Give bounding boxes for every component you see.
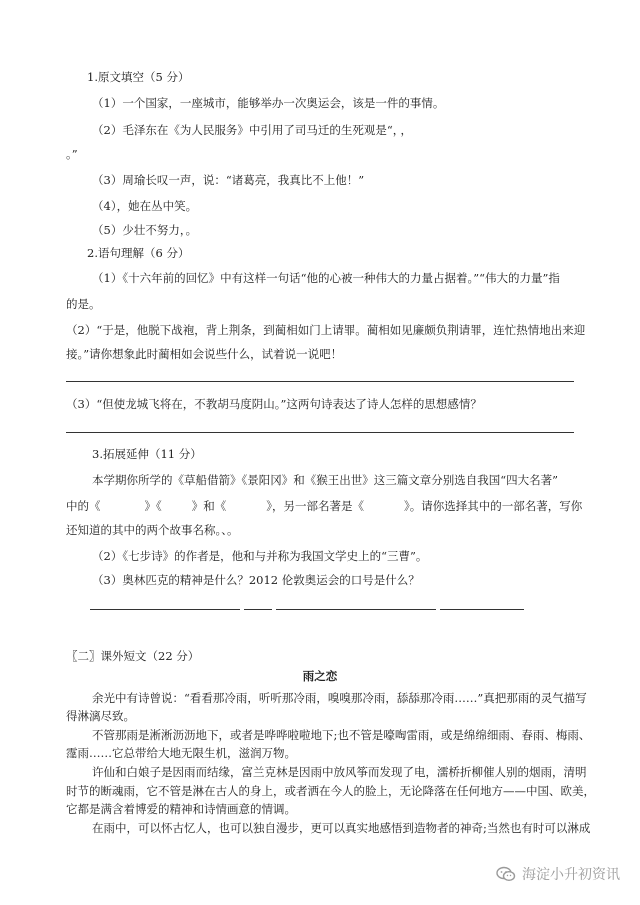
- q-text: （3）周瑜长叹一声，说：“诸葛亮: [92, 173, 267, 187]
- q-text: 》《: [144, 499, 162, 513]
- q-text: 。: [89, 297, 101, 311]
- q-text: 中的《: [66, 499, 101, 513]
- wechat-icon: [496, 866, 516, 882]
- answer-line[interactable]: [66, 432, 574, 433]
- question-1-5: [92, 222, 197, 238]
- question-3-1-cont2: [66, 522, 239, 538]
- answer-line[interactable]: [276, 609, 436, 610]
- passage-line: 它都是满含着博爱的精神和诗情画意的情调。: [66, 802, 296, 816]
- question-1-3: [92, 172, 364, 188]
- q-text: 。”: [66, 147, 78, 161]
- question-2-3: （3）“但使龙城飞将在，不教胡马度阴山。”这两句诗表达了诗人怎样的思想感情？: [66, 397, 482, 411]
- question-2-2: （2）“于是，他脱下战袍，背上荆条，到蔺相如门上请罪。蔺相如见廉颇负荆请罪，连忙热情地出来迎: [66, 323, 586, 337]
- question-2-2-cont: 接。”请你想象此时蔺相如会说些什么，试着说一说吧！: [66, 347, 343, 361]
- q-text: 与: [254, 549, 267, 563]
- question-2-1: （1）《十六年前的回忆》中有这样一句话“他的心被一种伟大的力量占据着。”“伟大的力量”指: [92, 271, 560, 285]
- passage-line: 得淋漓尽致。: [66, 709, 135, 723]
- q-text: ，我真比不上他！”: [266, 173, 365, 187]
- question-3-1: 本学期你所学的《草船借箭》《景阳冈》和《猴王出世》这三篇文章分别选自我国“四大名著”: [92, 473, 559, 487]
- question-1-2-cont: [66, 146, 78, 162]
- q-text: 还知道的其中的两个故事名称。: [66, 523, 222, 537]
- q-text: （2）《七步诗》的作者是，他和: [92, 549, 255, 563]
- question-1-1: [92, 95, 444, 111]
- q-text: ，: [392, 123, 399, 137]
- answer-line[interactable]: [244, 609, 272, 610]
- answer-line[interactable]: [66, 381, 574, 382]
- q-text: 》。请你选择其中的一部名著，写你: [404, 499, 583, 513]
- passage-line: 霪雨……它总带给大地无限生机，滋润万物。: [66, 746, 296, 760]
- q-text: 的事情。: [398, 96, 445, 110]
- q-text: ，: [400, 123, 412, 137]
- passage-line: 不管那雨是淅淅沥沥地下，或者是哗哗啦啦地下;也不管是嚎啕雷雨，或是绵绵细雨、春雨、梅雨、: [92, 728, 591, 742]
- passage-line: 在雨中，可以怀古忆人，也可以独自漫步，更可以真实地感悟到造物者的神奇;当然也有时可以淋成: [92, 821, 591, 835]
- q-text: （2）毛泽东在《为人民服务》中引用了司马迁的生死观是“: [92, 123, 393, 137]
- passage-line: 时节的断魂雨，它不管是淋在古人的身上，或者洒在今人的脸上，无论降落在任何地方——中国、欧美，: [66, 784, 595, 798]
- q-text: 。: [185, 223, 198, 237]
- answer-line[interactable]: [90, 609, 240, 610]
- question-3-1-cont: [66, 498, 582, 514]
- section-3-title: 3.拓展延伸（11 分）: [92, 447, 202, 461]
- q-text: ，她在丛中笑。: [116, 199, 198, 213]
- passage-line: 许仙和白娘子是因雨而结缘，富兰克林是因雨中放风筝而发现了电，濡桥折柳催人别的烟雨，清明: [92, 765, 587, 779]
- question-3-2: [92, 548, 427, 564]
- q-text: 》，另一部名著是《: [266, 499, 364, 513]
- q-text: 并称为我国文学史上的“三曹”。: [266, 549, 428, 563]
- q-text: 》和《: [191, 499, 227, 513]
- question-1-2: [92, 122, 412, 138]
- watermark: [496, 864, 620, 884]
- section-2-title: 2.语句理解（6 分）: [87, 246, 190, 260]
- passage-line: 余光中有诗曾说：“看看那冷雨，听听那冷雨，嗅嗅那冷雨，舔舔那冷雨……”真把那雨的灵气描写: [92, 691, 587, 705]
- question-2-1-cont: [66, 296, 101, 312]
- watermark-text: 海淀小升初资讯: [522, 867, 620, 883]
- question-1-4: [92, 198, 197, 214]
- q-text: （4）: [92, 199, 117, 213]
- section-4-heading: 〖二〗课外短文（22 分）: [66, 649, 200, 663]
- question-3-3: （3）奥林匹克的精神是什么？2012 伦敦奥运会的口号是什么？: [92, 573, 420, 587]
- passage-title: 雨之恋: [302, 669, 338, 683]
- section-1-title: 1.原文填空（5 分）: [87, 70, 190, 84]
- q-text: 的是: [66, 297, 89, 311]
- q-text: （5）少壮不努力，: [92, 223, 186, 237]
- q-text: 。: [227, 523, 239, 537]
- answer-line[interactable]: [440, 609, 524, 610]
- q-text: （1）一个国家，一座城市，能够举办一次奥运会，该是一件: [92, 96, 399, 110]
- q-text: 、: [221, 523, 227, 537]
